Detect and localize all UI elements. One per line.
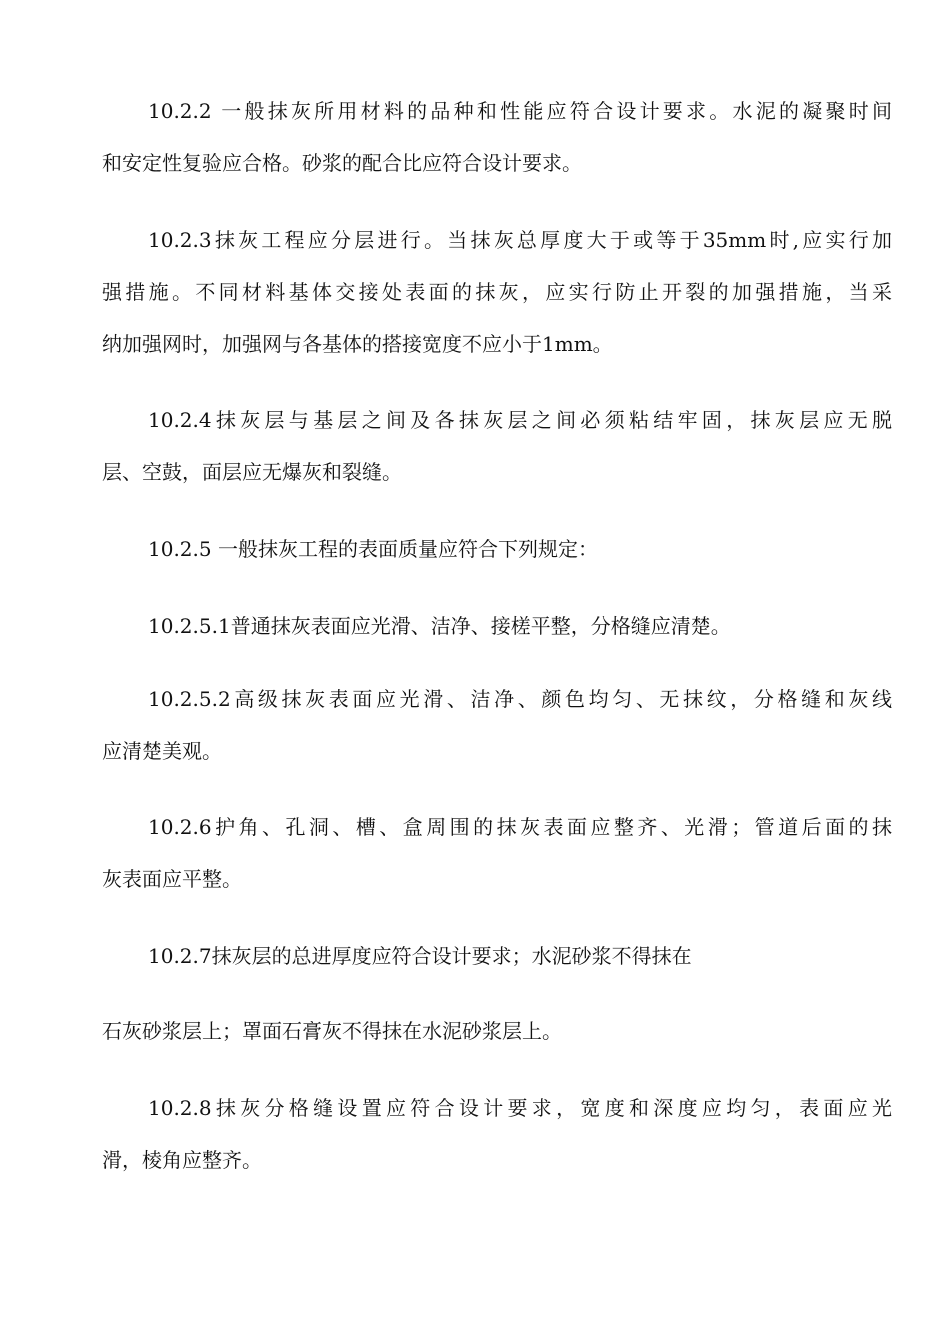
paragraph-10-2-5-1 xyxy=(102,611,892,641)
paragraph-line: 10.2.3抹灰工程应分层进行。当抹灰总厚度大于或等于35mm时,应实行加 xyxy=(148,228,892,252)
paragraph-line: 和安定性复验应合格。砂浆的配合比应符合设计要求。 xyxy=(102,151,582,175)
paragraph-line: 10.2.6护角、孔洞、槽、盒周围的抹灰表面应整齐、光滑；管道后面的抹 xyxy=(148,815,892,839)
paragraph-line: 石灰砂浆层上；罩面石膏灰不得抹在水泥砂浆层上。 xyxy=(102,1019,562,1043)
paragraph-10-2-2 xyxy=(102,96,892,178)
paragraph-line: 强措施。不同材料基体交接处表面的抹灰，应实行防止开裂的加强措施，当采 xyxy=(102,280,892,304)
paragraph-line: 纳加强网时，加强网与各基体的搭接宽度不应小于1mm。 xyxy=(102,332,613,356)
paragraph-line: 灰表面应平整。 xyxy=(102,867,242,891)
paragraph-10-2-6 xyxy=(102,812,892,894)
paragraph-10-2-8 xyxy=(102,1093,892,1175)
paragraph-line: 10.2.4抹灰层与基层之间及各抹灰层之间必须粘结牢固，抹灰层应无脱 xyxy=(148,408,892,432)
paragraph-line: 滑，棱角应整齐。 xyxy=(102,1148,262,1172)
paragraph-line: 10.2.5 一般抹灰工程的表面质量应符合下列规定： xyxy=(148,537,598,561)
paragraph-10-2-3 xyxy=(102,225,892,359)
paragraph-10-2-7-continued xyxy=(102,1016,892,1046)
paragraph-line: 10.2.2 一般抹灰所用材料的品种和性能应符合设计要求。水泥的凝聚时间 xyxy=(148,99,892,123)
paragraph-10-2-7 xyxy=(102,941,892,971)
paragraph-line: 层、空鼓，面层应无爆灰和裂缝。 xyxy=(102,460,402,484)
paragraph-line: 10.2.7抹灰层的总进厚度应符合设计要求；水泥砂浆不得抹在 xyxy=(148,944,692,968)
paragraph-10-2-5-2 xyxy=(102,684,892,766)
paragraph-line: 10.2.5.1普通抹灰表面应光滑、洁净、接槎平整，分格缝应清楚。 xyxy=(148,614,731,638)
paragraph-line: 10.2.8抹灰分格缝设置应符合设计要求，宽度和深度应均匀，表面应光 xyxy=(148,1096,892,1120)
paragraph-line: 10.2.5.2高级抹灰表面应光滑、洁净、颜色均匀、无抹纹，分格缝和灰线 xyxy=(148,687,892,711)
paragraph-10-2-4 xyxy=(102,405,892,487)
paragraph-line: 应清楚美观。 xyxy=(102,739,222,763)
paragraph-10-2-5 xyxy=(102,534,892,564)
